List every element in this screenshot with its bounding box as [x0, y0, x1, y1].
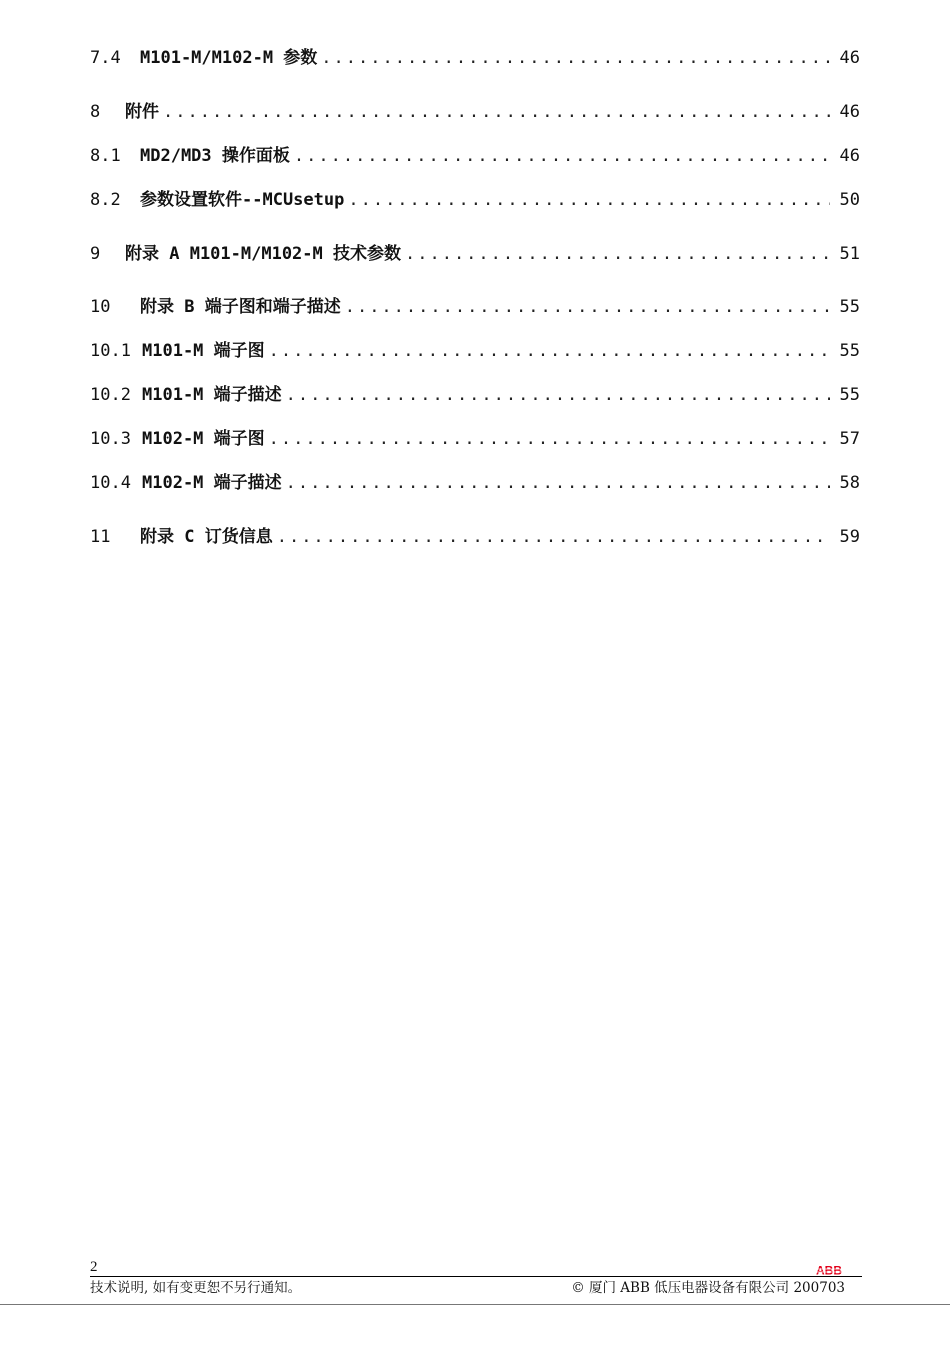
toc-leader-dots [269, 427, 830, 451]
toc-entry-title: 附件 [125, 102, 159, 122]
toc-entry-title: M102-M 端子描述 [142, 473, 282, 493]
toc-entry-number: 7.4 [90, 48, 121, 68]
toc-entry-page: 55 [839, 341, 860, 361]
toc-entry-title: 参数设置软件--MCUsetup [140, 190, 345, 210]
toc-entry-10-4[interactable] [90, 471, 860, 495]
toc-entry-11[interactable] [90, 525, 860, 549]
toc-entry-page: 46 [839, 48, 860, 68]
toc-entry-10-1[interactable] [90, 339, 860, 363]
toc-entry-title: 附录 C 订货信息 [140, 527, 273, 547]
toc-entry-number: 11 [90, 527, 111, 547]
toc-leader-dots [163, 100, 830, 124]
toc-entry-page: 46 [839, 146, 860, 166]
toc-entry-page: 57 [839, 429, 860, 449]
toc-leader-dots [269, 339, 830, 363]
toc-entry-number: 10 [90, 297, 111, 317]
toc-leader-dots [286, 383, 830, 407]
toc-entry-title: M102-M 端子图 [142, 429, 265, 449]
page-number: 2 [90, 1259, 98, 1275]
toc-entry-8-2[interactable] [90, 188, 860, 212]
toc-entry-page: 50 [839, 190, 860, 210]
svg-text:ABB: ABB [816, 1264, 842, 1276]
toc-entry-title: 附录 B 端子图和端子描述 [140, 297, 341, 317]
toc-entry-title: M101-M 端子描述 [142, 385, 282, 405]
toc-entry-page: 51 [839, 244, 860, 264]
toc-leader-dots [286, 471, 830, 495]
toc-entry-page: 55 [839, 297, 860, 317]
toc-entry-number: 9 [90, 244, 101, 264]
footer-copyright: © 厦门 ABB 低压电器设备有限公司 200703 [571, 1280, 845, 1296]
toc-entry-10-3[interactable] [90, 427, 860, 451]
toc-entry-number: 10.3 [90, 429, 131, 449]
toc-entry-8[interactable] [90, 100, 860, 124]
toc-entry-number: 8.2 [90, 190, 121, 210]
abb-logo [814, 1264, 844, 1276]
toc-leader-dots [348, 188, 830, 212]
toc-entry-8-1[interactable] [90, 144, 860, 168]
toc-entry-number: 10.2 [90, 385, 131, 405]
toc-entry-page: 59 [839, 527, 860, 547]
footer-rule [90, 1276, 862, 1277]
toc-entry-title: MD2/MD3 操作面板 [140, 146, 290, 166]
toc-leader-dots [277, 525, 830, 549]
toc-entry-page: 55 [839, 385, 860, 405]
toc-entry-number: 8.1 [90, 146, 121, 166]
toc-entry-10-2[interactable] [90, 383, 860, 407]
toc-entry-number: 10.1 [90, 341, 131, 361]
toc-entry-title: M101-M 端子图 [142, 341, 265, 361]
toc-leader-dots [321, 46, 830, 70]
toc-leader-dots [294, 144, 830, 168]
toc-entry-page: 58 [839, 473, 860, 493]
toc-entry-page: 46 [839, 102, 860, 122]
toc-entry-9[interactable] [90, 242, 860, 266]
toc-leader-dots [345, 295, 830, 319]
footer-disclaimer: 技术说明, 如有变更恕不另行通知。 [90, 1280, 302, 1296]
toc-entry-title: 附录 A M101-M/M102-M 技术参数 [125, 244, 401, 264]
toc-leader-dots [405, 242, 830, 266]
toc-entry-number: 10.4 [90, 473, 131, 493]
toc-entry-number: 8 [90, 102, 101, 122]
toc-entry-title: M101-M/M102-M 参数 [140, 48, 318, 68]
toc-entry-7-4[interactable] [90, 46, 860, 70]
toc-entry-10[interactable] [90, 295, 860, 319]
page-edge-divider [0, 1304, 950, 1305]
